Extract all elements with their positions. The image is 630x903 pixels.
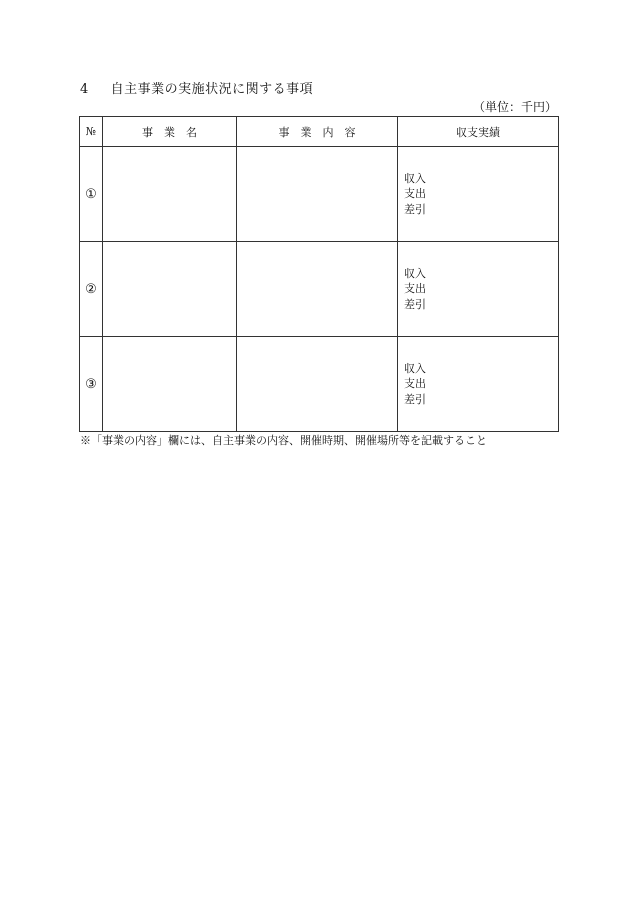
header-content: 事 業 内 容 xyxy=(237,117,398,147)
name-cell[interactable] xyxy=(103,337,237,432)
header-no: № xyxy=(80,117,103,147)
balance-label: 差引 xyxy=(404,392,426,406)
header-results: 収支実績 xyxy=(398,117,559,147)
footnote: ※「事業の内容」欄には、自主事業の内容、開催時期、開催場所等を記載すること xyxy=(80,434,487,447)
unit-label: （単位：千円） xyxy=(472,100,557,114)
name-cell[interactable] xyxy=(103,242,237,337)
expense-label: 支出 xyxy=(404,187,426,201)
section-title: 自主事業の実施状況に関する事項 xyxy=(110,82,314,97)
section-heading xyxy=(80,78,313,97)
activity-table xyxy=(79,116,559,432)
table-header-row xyxy=(80,117,559,147)
row-number: ① xyxy=(80,147,103,242)
balance-label: 差引 xyxy=(404,202,426,216)
header-name: 事 業 名 xyxy=(103,117,237,147)
expense-label: 支出 xyxy=(404,377,426,391)
balance-label: 差引 xyxy=(404,297,426,311)
table-row xyxy=(80,337,559,432)
content-cell[interactable] xyxy=(237,147,398,242)
content-cell[interactable] xyxy=(237,242,398,337)
income-label: 収入 xyxy=(404,171,426,185)
income-label: 収入 xyxy=(404,266,426,280)
expense-label: 支出 xyxy=(404,282,426,296)
section-number: 4 xyxy=(80,82,89,97)
results-cell[interactable] xyxy=(398,147,559,242)
content-cell[interactable] xyxy=(237,337,398,432)
results-cell[interactable] xyxy=(398,242,559,337)
name-cell[interactable] xyxy=(103,147,237,242)
row-number: ③ xyxy=(80,337,103,432)
table-row xyxy=(80,242,559,337)
table-row xyxy=(80,147,559,242)
results-cell[interactable] xyxy=(398,337,559,432)
income-label: 収入 xyxy=(404,361,426,375)
row-number: ② xyxy=(80,242,103,337)
